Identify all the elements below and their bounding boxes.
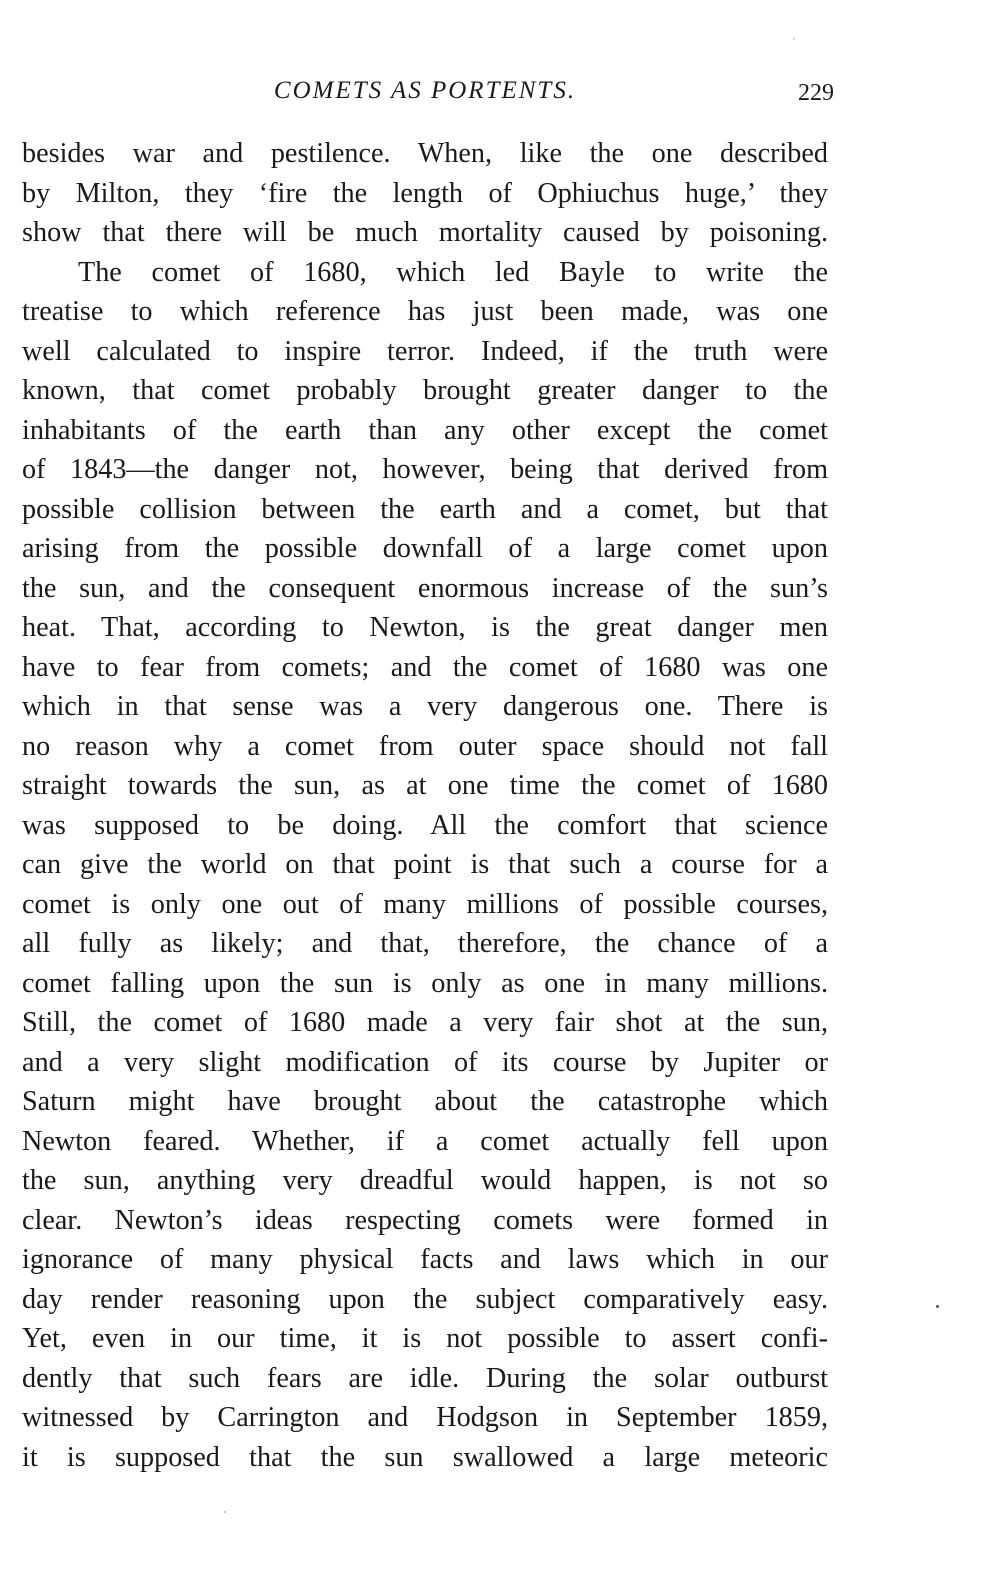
text-line: show that there will be much mortality caused by poisoning. — [22, 217, 828, 248]
text-line: day render reasoning upon the subject comparatively easy. — [22, 1283, 828, 1315]
text-line: no reason why a comet from outer space should not fall — [22, 730, 828, 762]
text-line: was supposed to be doing. All the comfort that science — [22, 809, 828, 841]
text-line: straight towards the sun, as at one time the comet of 1680 — [22, 770, 828, 801]
text-line: known, that comet probably brought greater danger to the — [22, 375, 828, 406]
text-line: well calculated to inspire terror. Indeed, if the truth were — [22, 335, 828, 367]
page-number: 229 — [798, 80, 834, 106]
scan-speck — [793, 38, 795, 40]
text-line: it is supposed that the sun swallowed a large meteoric — [22, 1441, 828, 1473]
text-line: Saturn might have brought about the catastrophe which — [22, 1086, 828, 1117]
paragraph-start-line: The comet of 1680, which led Bayle to write the — [78, 256, 828, 288]
text-line: ignorance of many physical facts and laws which in our — [22, 1244, 828, 1275]
scan-speck — [936, 1305, 939, 1308]
running-head — [22, 76, 834, 112]
running-title: COMETS AS PORTENTS. — [273, 77, 577, 104]
body-text — [22, 134, 828, 1477]
text-line: have to fear from comets; and the comet of 1680 was one — [22, 651, 828, 683]
text-line: Yet, even in our time, it is not possible to assert confi- — [22, 1323, 828, 1354]
text-line: arising from the possible downfall of a large comet upon — [22, 533, 828, 564]
text-line: clear. Newton’s ideas respecting comets were formed in — [22, 1204, 828, 1236]
text-line: all fully as likely; and that, therefore, the chance of a — [22, 928, 828, 959]
scan-speck — [224, 1511, 226, 1513]
text-line: witnessed by Carrington and Hodgson in September 1859, — [22, 1402, 828, 1433]
text-line: besides war and pestilence. When, like the one described — [22, 138, 828, 169]
text-line: by Milton, they ‘fire the length of Ophiuchus huge,’ they — [22, 177, 828, 209]
text-line: and a very slight modification of its course by Jupiter or — [22, 1046, 828, 1078]
text-line: of 1843—the danger not, however, being that derived from — [22, 454, 828, 485]
text-line: the sun, anything very dreadful would happen, is not so — [22, 1165, 828, 1196]
text-line: possible collision between the earth and a comet, but that — [22, 493, 828, 525]
text-line: Still, the comet of 1680 made a very fair shot at the sun, — [22, 1007, 828, 1038]
text-line: Newton feared. Whether, if a comet actually fell upon — [22, 1125, 828, 1157]
text-line: the sun, and the consequent enormous increase of the sun’s — [22, 572, 828, 604]
text-line: comet is only one out of many millions of possible courses, — [22, 888, 828, 920]
text-line: treatise to which reference has just been made, was one — [22, 296, 828, 327]
text-line: heat. That, according to Newton, is the great danger men — [22, 612, 828, 643]
text-line: can give the world on that point is that such a course for a — [22, 849, 828, 880]
text-line: which in that sense was a very dangerous one. There is — [22, 691, 828, 722]
text-line: inhabitants of the earth than any other except the comet — [22, 414, 828, 446]
text-line: comet falling upon the sun is only as one in many millions. — [22, 967, 828, 999]
text-line: dently that such fears are idle. During the solar outburst — [22, 1362, 828, 1394]
